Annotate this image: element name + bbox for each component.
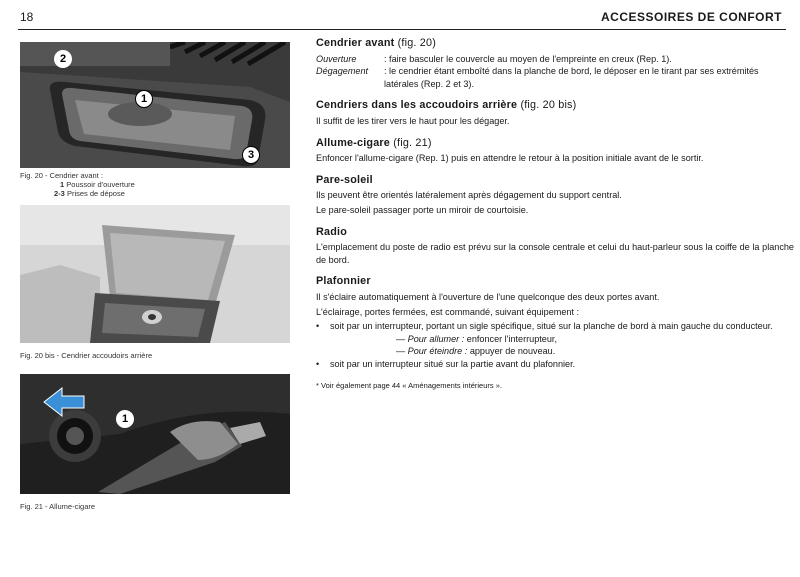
callout-2: 2	[54, 50, 72, 68]
def-ouverture: : faire basculer le couvercle au moyen de l'empreinte en creux (Rep. 1).	[384, 53, 672, 64]
term-degagement: Dégagement	[316, 66, 369, 77]
list-item: • soit par un interrupteur, portant un sigle spécifique, situé sur la planche de bord à main gauche du conducteur.	[316, 321, 773, 332]
section-allume-cigare	[316, 137, 794, 165]
section-ref: (fig. 20)	[397, 37, 437, 49]
page-number: 18	[20, 10, 34, 24]
paragraph: L'éclairage, portes fermées, est commandé, suivant équipement :	[316, 306, 580, 317]
section-plafonnier	[316, 275, 794, 370]
callout-1: 1	[116, 410, 134, 428]
figure-20-caption: Fig. 20 - Cendrier avant : 1 Poussoir d'ouverture 2-3 Prises de dépose	[20, 171, 135, 198]
section-title: Pare-soleil	[316, 173, 373, 186]
section-cendrier-avant	[316, 37, 794, 90]
figure-21-cigar-lighter	[20, 374, 290, 494]
section-pare-soleil	[316, 174, 794, 217]
section-title: Cendrier avant	[316, 37, 395, 49]
callout-1: 1	[135, 90, 153, 108]
def-degagement: : le cendrier étant emboîté dans la planche de bord, le déposer en le tirant par ses extrémités latérales (Rep. 2 et 3).	[384, 66, 759, 89]
section-cendriers-accoudoirs	[316, 99, 794, 127]
paragraph: Le pare-soleil passager porte un miroir de courtoisie.	[316, 204, 529, 215]
callout-3: 3	[242, 146, 260, 164]
paragraph: Ils peuvent être orientés latéralement après dégagement du support central.	[316, 190, 622, 201]
list-subitem: — Pour allumer : enfoncer l'interrupteur,	[396, 333, 557, 344]
section-title: Plafonnier	[316, 275, 371, 288]
paragraph: L'emplacement du poste de radio est prévu sur la console centrale et celui du haut-parleur sous la coiffe de la planche de bord.	[316, 242, 794, 265]
list-item: • soit par un interrupteur situé sur la partie avant du plafonnier.	[316, 358, 576, 369]
section-title: Radio	[316, 225, 347, 238]
section-ref: (fig. 21)	[393, 136, 432, 149]
list-subitem: — Pour éteindre : appuyer de nouveau.	[396, 346, 556, 357]
footnote: * Voir également page 44 « Aménagements intérieurs ».	[316, 381, 502, 391]
content-column	[316, 37, 794, 393]
figure-20-ashtray	[20, 42, 290, 168]
figure-20bis-rear-ashtray	[20, 205, 290, 343]
paragraph: Il s'éclaire automatiquement à l'ouverture de l'une quelconque des deux portes avant.	[316, 291, 660, 302]
figure-20bis-caption: Fig. 20 bis - Cendrier accoudoirs arrière	[20, 351, 153, 360]
section-radio	[316, 226, 794, 267]
section-ref: (fig. 20 bis)	[520, 99, 577, 112]
paragraph: Il suffit de les tirer vers le haut pour les dégager.	[316, 115, 510, 126]
header-rule	[18, 29, 786, 30]
figure-21-caption: Fig. 21 - Allume-cigare	[20, 502, 96, 511]
section-title: Allume-cigare	[316, 136, 391, 149]
paragraph: Enfoncer l'allume-cigare (Rep. 1) puis en attendre le retour à la position initiale avant de le sortir.	[316, 153, 704, 164]
term-ouverture: Ouverture	[316, 53, 357, 64]
chapter-title: ACCESSOIRES DE CONFORT	[600, 10, 782, 24]
section-title: Cendriers dans les accoudoirs arrière	[316, 99, 518, 112]
